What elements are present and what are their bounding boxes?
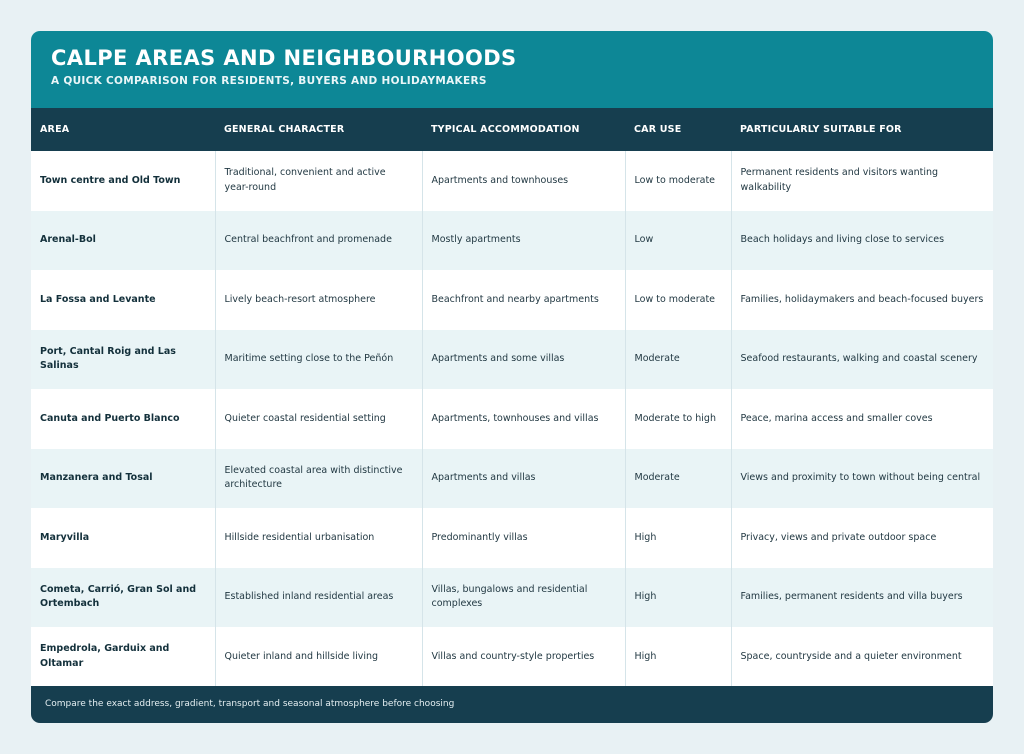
character-cell: Quieter coastal residential setting (215, 389, 422, 449)
accommodation-cell: Beachfront and nearby apartments (422, 270, 625, 330)
character-cell: Traditional, convenient and active year-round (215, 151, 422, 211)
accommodation-cell: Villas and country-style properties (422, 627, 625, 687)
character-cell: Quieter inland and hillside living (215, 627, 422, 687)
page-title: CALPE AREAS AND NEIGHBOURHOODS (51, 46, 517, 70)
table-row (31, 151, 993, 211)
car-use-cell: Low (625, 211, 731, 271)
car-use-cell: Low to moderate (625, 151, 731, 211)
area-cell: Town centre and Old Town (31, 151, 215, 211)
suitable-for-cell: Peace, marina access and smaller coves (731, 389, 993, 449)
accommodation-cell: Apartments, townhouses and villas (422, 389, 625, 449)
table-header (31, 108, 993, 151)
car-use-cell: Moderate (625, 449, 731, 509)
area-cell: Canuta and Puerto Blanco (31, 389, 215, 449)
suitable-for-cell: Permanent residents and visitors wanting walkability (731, 151, 993, 211)
car-use-cell: High (625, 627, 731, 687)
character-cell: Maritime setting close to the Peñón (215, 330, 422, 390)
suitable-for-cell: Space, countryside and a quieter environment (731, 627, 993, 687)
suitable-for-cell: Families, holidaymakers and beach-focused buyers (731, 270, 993, 330)
character-cell: Elevated coastal area with distinctive architecture (215, 449, 422, 509)
accommodation-cell: Mostly apartments (422, 211, 625, 271)
area-cell: Cometa, Carrió, Gran Sol and Ortembach (31, 568, 215, 628)
table-row (31, 211, 993, 271)
suitable-for-cell: Seafood restaurants, walking and coastal scenery (731, 330, 993, 390)
footer-note: Compare the exact address, gradient, transport and seasonal atmosphere before choosing (31, 686, 993, 723)
car-use-cell: High (625, 508, 731, 568)
table-row (31, 389, 993, 449)
area-cell: La Fossa and Levante (31, 270, 215, 330)
table-body (31, 151, 993, 687)
column-header-area: AREA (31, 108, 215, 151)
car-use-cell: Low to moderate (625, 270, 731, 330)
area-cell: Arenal-Bol (31, 211, 215, 271)
page-header (31, 31, 993, 108)
accommodation-cell: Apartments and townhouses (422, 151, 625, 211)
suitable-for-cell: Views and proximity to town without being central (731, 449, 993, 509)
column-header-suitable-for: PARTICULARLY SUITABLE FOR (731, 108, 993, 151)
accommodation-cell: Predominantly villas (422, 508, 625, 568)
table-row (31, 568, 993, 628)
comparison-table (31, 108, 993, 687)
accommodation-cell: Apartments and villas (422, 449, 625, 509)
column-header-general-character: GENERAL CHARACTER (215, 108, 422, 151)
car-use-cell: Moderate (625, 330, 731, 390)
character-cell: Central beachfront and promenade (215, 211, 422, 271)
character-cell: Established inland residential areas (215, 568, 422, 628)
table-row (31, 330, 993, 390)
table-row (31, 508, 993, 568)
header-row (31, 108, 993, 151)
car-use-cell: Moderate to high (625, 389, 731, 449)
page-subtitle: A QUICK COMPARISON FOR RESIDENTS, BUYERS AND HOLIDAYMAKERS (51, 75, 487, 87)
character-cell: Hillside residential urbanisation (215, 508, 422, 568)
table-row (31, 270, 993, 330)
table-row (31, 627, 993, 687)
column-header-typical-accommodation: TYPICAL ACCOMMODATION (422, 108, 625, 151)
area-cell: Maryvilla (31, 508, 215, 568)
accommodation-cell: Apartments and some villas (422, 330, 625, 390)
car-use-cell: High (625, 568, 731, 628)
suitable-for-cell: Families, permanent residents and villa buyers (731, 568, 993, 628)
character-cell: Lively beach-resort atmosphere (215, 270, 422, 330)
area-cell: Manzanera and Tosal (31, 449, 215, 509)
column-header-car-use: CAR USE (625, 108, 731, 151)
suitable-for-cell: Beach holidays and living close to services (731, 211, 993, 271)
comparison-card (31, 31, 993, 723)
table-row (31, 449, 993, 509)
suitable-for-cell: Privacy, views and private outdoor space (731, 508, 993, 568)
area-cell: Port, Cantal Roig and Las Salinas (31, 330, 215, 390)
area-cell: Empedrola, Garduix and Oltamar (31, 627, 215, 687)
accommodation-cell: Villas, bungalows and residential complexes (422, 568, 625, 628)
